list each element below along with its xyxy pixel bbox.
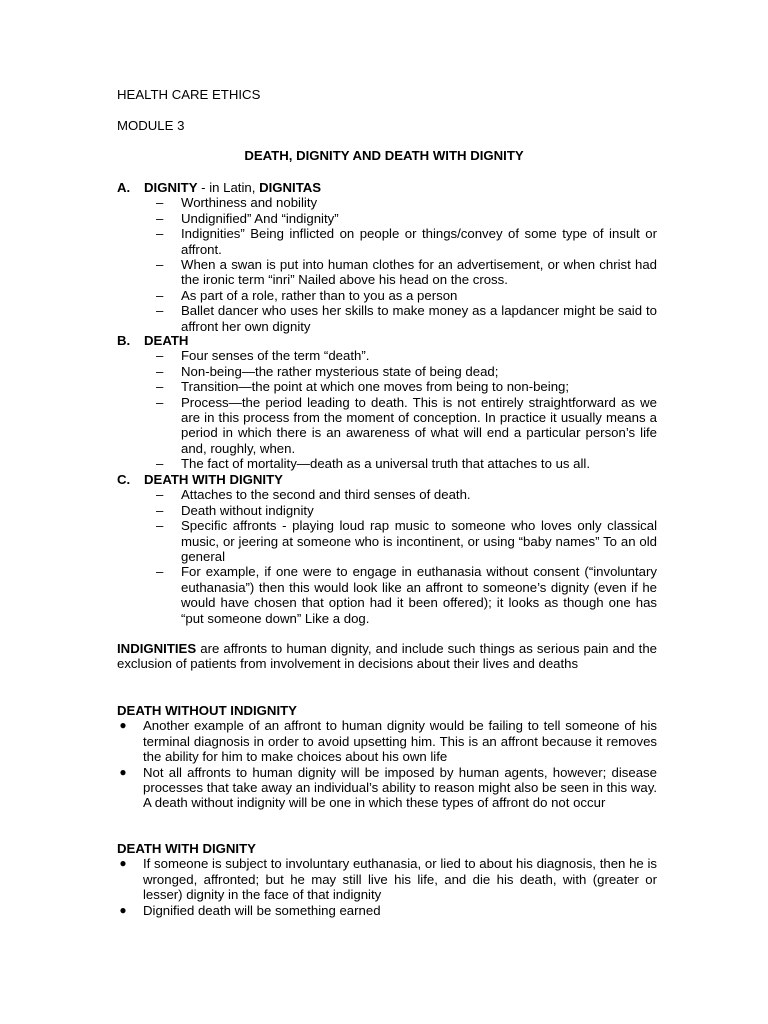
bullet-icon: ●	[119, 718, 127, 733]
list-item: – Ballet dancer who uses her skills to make money as a lapdancer might be said to affront her own dignity	[117, 303, 657, 334]
section-heading	[117, 333, 657, 348]
list-item: – As part of a role, rather than to you as a person	[117, 288, 657, 303]
section-heading-term: DEATH WITH DIGNITY	[144, 472, 283, 487]
section-heading-connector: - in Latin,	[197, 180, 260, 195]
dash-list	[117, 348, 657, 471]
section-death-without-indignity	[117, 703, 657, 811]
course-title: HEALTH CARE ETHICS	[117, 87, 261, 102]
bullet-icon: ●	[119, 902, 127, 917]
list-item-text: If someone is subject to involuntary euthanasia, or lied to about his diagnosis, then he is wronged, affronted; but he may still live his life, and die his death, with (greater or lesser) dignity in the face of that indignity	[143, 856, 657, 903]
list-item	[117, 718, 657, 764]
list-item-text: Not all affronts to human dignity will be imposed by human agents, however; disease processes that take away an individual’s ability to reason might also be seen in this way. A death without indignity will be one in which these types of affront do not occur	[143, 764, 657, 811]
section-heading-term: DEATH	[144, 333, 189, 348]
list-item: – Indignities” Being inflicted on people or things/convey of some type of insult or affront.	[117, 226, 657, 257]
list-item: – Four senses of the term “death”.	[117, 348, 657, 363]
section-death	[117, 333, 657, 472]
list-item: – Death without indignity	[117, 503, 657, 518]
bullet-list	[117, 856, 657, 918]
list-item: – Non-being—the rather mysterious state of being dead;	[117, 364, 657, 379]
list-item-text: Dignified death will be something earned	[143, 902, 381, 918]
list-item: – When a swan is put into human clothes for an advertisement, or when christ had the ironic term “inri” Nailed above his head on the cross.	[117, 257, 657, 288]
section-heading-latin: DIGNITAS	[259, 180, 322, 195]
indignities-lead: INDIGNITIES	[117, 641, 197, 656]
list-item: – The fact of mortality—death as a universal truth that attaches to us all.	[117, 456, 657, 471]
section-heading: DEATH WITH DIGNITY	[117, 841, 256, 856]
section-letter: A.	[117, 180, 131, 195]
list-item-text: Another example of an affront to human dignity would be failing to tell someone of his terminal diagnosis in order to avoid upsetting him. This is an affront because it removes the ability for him to make choices about his own life	[143, 718, 657, 765]
bullet-list	[117, 718, 657, 810]
list-item	[117, 856, 657, 902]
indignities-paragraph	[117, 641, 657, 672]
section-death-with-dignity	[117, 472, 657, 626]
module-label: MODULE 3	[117, 118, 185, 133]
section-heading	[117, 180, 657, 195]
bullet-icon: ●	[119, 856, 127, 871]
list-item: – Attaches to the second and third senses of death.	[117, 487, 657, 502]
section-heading: DEATH WITHOUT INDIGNITY	[117, 703, 297, 718]
dash-list	[117, 195, 657, 334]
list-item: – For example, if one were to engage in euthanasia without consent (“involuntary euthanasia”) then this would look like an affront to someone’s dignity (even if he would have chosen that option had it been offered); it looks as though one has “put someone down” Like a dog.	[117, 564, 657, 626]
list-item: – Worthiness and nobility	[117, 195, 657, 210]
list-item	[117, 903, 657, 918]
section-letter: C.	[117, 472, 131, 487]
section-dignity	[117, 180, 657, 334]
list-item: – Undignified” And “indignity”	[117, 211, 657, 226]
indignities-text: are affronts to human dignity, and include such things as serious pain and the exclusion of patients from involvement in decisions about their lives and deaths	[117, 641, 657, 672]
list-item: – Specific affronts - playing loud rap music to someone who loves only classical music, or jeering at someone who is incontinent, or using “baby names” To an old general	[117, 518, 657, 564]
section-death-with-dignity-closing	[117, 841, 657, 918]
section-heading	[117, 472, 657, 487]
bullet-icon: ●	[119, 764, 127, 779]
dash-list	[117, 487, 657, 626]
document-title: DEATH, DIGNITY AND DEATH WITH DIGNITY	[244, 148, 524, 163]
section-heading-term: DIGNITY	[144, 180, 198, 195]
section-letter: B.	[117, 333, 131, 348]
list-item	[117, 765, 657, 811]
list-item: – Process—the period leading to death. This is not entirely straightforward as we are in this process from the moment of conception. In practice it usually means a period in which there is an awareness of what will end a particular person’s life and, roughly, when.	[117, 395, 657, 457]
list-item: – Transition—the point at which one moves from being to non-being;	[117, 379, 657, 394]
